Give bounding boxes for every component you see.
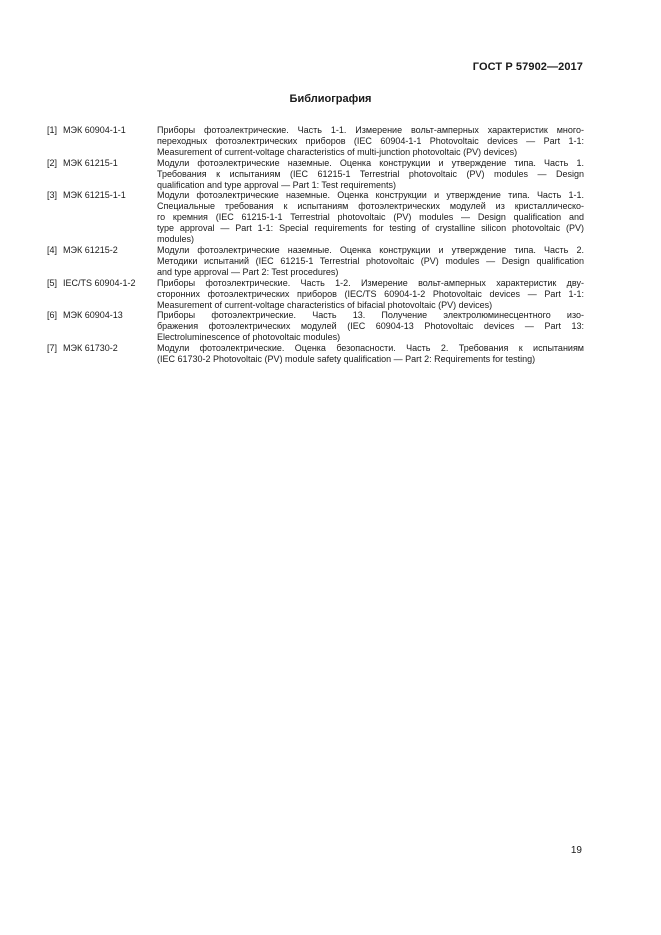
bibliography-entry [47, 343, 584, 365]
entry-description-line: type approval — Part 1-1: Special requirements for testing of crystalline silicon photovoltaic (PV) [157, 223, 584, 234]
entry-description-line: qualification and type approval — Part 1: Test requirements) [157, 179, 396, 190]
bibliography-entry [47, 158, 584, 191]
entry-description-line: Приборы фотоэлектрические. Часть 13. Получение электролюминесцентного изо- [157, 310, 584, 321]
entry-standard-code: IEC/TS 60904-1-2 [63, 277, 136, 288]
entry-description-line: and type approval — Part 2: Test procedures) [157, 266, 339, 277]
entry-description-line: Модули фотоэлектрические наземные. Оценка конструкции и утверждение типа. Часть 1-1. [157, 190, 584, 201]
entry-number: [1] [47, 125, 58, 135]
entry-standard-code: МЭК 61215-1-1 [63, 190, 126, 201]
entry-description [157, 310, 584, 343]
entry-description-line: Приборы фотоэлектрические. Часть 1-2. Измерение вольт-амперных характеристик дву- [157, 277, 584, 288]
bibliography-entry [47, 125, 584, 158]
entry-standard-code: МЭК 61730-2 [63, 343, 118, 354]
entry-standard-code: МЭК 61215-2 [63, 244, 118, 255]
entry-description [157, 190, 584, 245]
entry-description-line: Требования к испытаниям (IEC 61215-1 Terrestrial photovoltaic (PV) modules — Design [157, 168, 584, 179]
entry-description-line: Методики испытаний (IEC 61215-1 Terrestrial photovoltaic (PV) modules — Design qualification [157, 255, 584, 266]
bibliography-entry [47, 278, 584, 311]
entry-description [157, 125, 584, 158]
entry-description-line: Measurement of current-voltage characteristics of bifacial photovoltaic (PV) devices) [157, 299, 493, 310]
entry-description-line: modules) [157, 234, 195, 245]
entry-number: [4] [47, 244, 58, 255]
entry-description-line: бражения фотоэлектрических модулей (IEC 60904-13 Photovoltaic devices — Part 13: [157, 321, 584, 332]
bibliography-entry [47, 310, 584, 343]
page-number: 19 [570, 845, 582, 856]
bibliography-title: Библиография [289, 93, 372, 105]
entry-number: [5] [47, 277, 58, 288]
entry-standard-code: МЭК 60904-1-1 [63, 125, 126, 135]
bibliography-entry [47, 190, 584, 245]
entry-description-line: Модули фотоэлектрические наземные. Оценка конструкции и утверждение типа. Часть 1. [157, 157, 584, 168]
entry-description-line: го кремния (IEC 61215-1-1 Terrestrial photovoltaic (PV) modules — Design qualification and [157, 212, 584, 223]
entry-number: [3] [47, 190, 58, 201]
entry-number: [6] [47, 310, 58, 321]
entry-description-line: переходных фотоэлектрических приборов (IEC 60904-1-1 Photovoltaic devices — Part 1-1: [157, 135, 584, 146]
entry-number: [7] [47, 343, 58, 354]
entry-description [157, 278, 584, 311]
entry-standard-code: МЭК 61215-1 [63, 157, 118, 168]
entry-description-line: Специальные требования к испытаниям фотоэлектрических модулей из кристаллическо- [157, 201, 584, 212]
document-code: ГОСТ Р 57902—2017 [472, 61, 583, 73]
entry-description-line: (IEC 61730-2 Photovoltaic (PV) module safety qualification — Part 2: Requirements for testing) [157, 354, 536, 365]
entry-number: [2] [47, 157, 58, 168]
entry-description [157, 158, 584, 191]
entry-description [157, 245, 584, 278]
entry-description [157, 343, 584, 365]
entry-description-line: Measurement of current-voltage characteristics of multi-junction photovoltaic (PV) devices) [157, 146, 518, 157]
entry-description-line: Модули фотоэлектрические. Оценка безопасности. Часть 2. Требования к испытаниям [157, 343, 584, 354]
entry-description-line: сторонних фотоэлектрических приборов (IEC/TS 60904-1-2 Photovoltaic devices — Part 1-1: [157, 288, 584, 299]
bibliography-list [47, 125, 584, 365]
bibliography-entry [47, 245, 584, 278]
entry-description-line: Electroluminescence of photovoltaic modules) [157, 332, 341, 343]
entry-standard-code: МЭК 60904-13 [63, 310, 123, 321]
entry-description-line: Приборы фотоэлектрические. Часть 1-1. Измерение вольт-амперных характеристик много- [157, 125, 584, 135]
entry-description-line: Модули фотоэлектрические наземные. Оценка конструкции и утверждение типа. Часть 2. [157, 244, 584, 255]
